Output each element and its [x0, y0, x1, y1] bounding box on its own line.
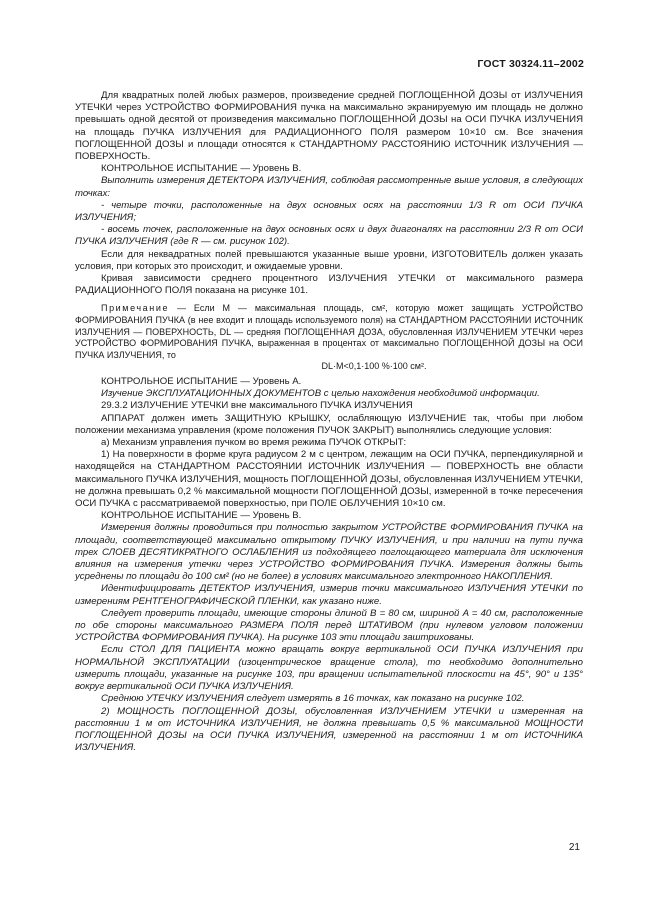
test-level-label: КОНТРОЛЬНОЕ ИСПЫТАНИЕ — Уровень А.	[101, 376, 302, 388]
paragraph: Измерения должны проводиться при полностью закрытом УСТРОЙСТВЕ ФОРМИРОВАНИЯ ПУЧКА на площади, соответствующей максимально открытому ПУЧКУ ИЗЛУЧЕНИЯ, и при наличии на пути пучка трех СЛОЕВ ДЕСЯТИКРАТНОГО ОСЛАБЛЕНИЯ из подходящего поглощающего материала для исключения влияния на измерения утечки через УСТРОЙСТВО ФОРМИРОВАНИЯ ПУЧКА. Измерения должны быть усреднены по площади до 100 см² (но не более) в условиях максимального электронного НАКОПЛЕНИЯ.	[75, 522, 583, 583]
paragraph: АППАРАТ должен иметь ЗАЩИТНУЮ КРЫШКУ, ослабляющую ИЗЛУЧЕНИЕ так, чтобы при любом положении механизма управления (кроме положения ПУЧОК ЗАКРЫТ) выполнялись следующие условия:	[75, 412, 583, 436]
note-text: — Если M — максимальная площадь, см², которую может защищать УСТРОЙСТВО ФОРМИРОВАНИЯ ПУЧКА (в нее входит и площадь используемого поля) на СТАНДАРТНОМ РАССТОЯНИИ ИСТОЧНИК ИЗЛУЧЕНИЯ — ПОВЕРХНОСТЬ, DL — средняя ПОГЛОЩЕННАЯ ДОЗА, обусловленная ИЗЛУЧЕНИЕМ УТЕЧКИ через УСТРОЙСТВО ФОРМИРОВАНИЯ ПУЧКА, выраженная в процентах от максимально ПОГЛОЩЕННОЙ ДОЗЫ на ОСИ ПУЧКА ИЗЛУЧЕНИЯ, то	[75, 303, 583, 360]
list-item: 1) На поверхности в форме круга радиусом 2 м с центром, лежащим на ОСИ ПУЧКА, перпендикулярной и находящейся на СТАНДАРТНОМ РАССТОЯНИИ ИСТОЧНИК ИЗЛУЧЕНИЯ — ПОВЕРХНОСТЬ вне области максимального ПУЧКА ИЗЛУЧЕНИЯ, мощность ПОГЛОЩЕННОЙ ДОЗЫ, обусловленная ИЗЛУЧЕНИЕМ УТЕЧКИ, не должна превышать 0,2 % максимальной мощности ПОГЛОЩЕННОЙ ДОЗЫ, измеренной в точке пересечения ОСИ ПУЧКА с рассматриваемой поверхностью, при ПОЛЕ ОБЛУЧЕНИЯ 10×10 см.	[75, 449, 583, 510]
list-item: а) Механизм управления пучком во время режима ПУЧОК ОТКРЫТ:	[101, 437, 407, 449]
paragraph: Кривая зависимости среднего процентного ИЗЛУЧЕНИЯ УТЕЧКИ от максимального размера РАДИАЦИОННОГО ПОЛЯ показана на рисунке 101.	[75, 273, 583, 297]
list-item: - четыре точки, расположенные на двух основных осях на расстоянии 1/3 R от ОСИ ПУЧКА ИЗЛУЧЕНИЯ;	[75, 199, 583, 224]
list-item: - восемь точек, расположенные на двух основных осях и двух диагоналях на расстоянии 2/3 R от ОСИ ПУЧКА ИЗЛУЧЕНИЯ (где R — см. рисунок 102).	[75, 224, 583, 248]
formula: DL·M<0,1·100 %·100 см².	[321, 361, 427, 372]
section-heading: 29.3.2 ИЗЛУЧЕНИЕ УТЕЧКИ вне максимального ПУЧКА ИЗЛУЧЕНИЯ	[101, 400, 413, 412]
paragraph: Для квадратных полей любых размеров, произведение средней ПОГЛОЩЕННОЙ ДОЗЫ от ИЗЛУЧЕНИЯ УТЕЧКИ через УСТРОЙСТВО ФОРМИРОВАНИЯ пучка на максимально экранируемую им площадь не должно превышать одной десятой от произведения максимально ПОГЛОЩЕННОЙ ДОЗЫ на ОСИ ПУЧКА ИЗЛУЧЕНИЯ на площадь ПУЧКА ИЗЛУЧЕНИЯ для РАДИАЦИОННОГО ПОЛЯ размером 10×10 см. Все значения ПОГЛОЩЕННОЙ ДОЗЫ и площади относятся к СТАНДАРТНОМУ РАССТОЯНИЮ ИСТОЧНИК ИЗЛУЧЕНИЯ — ПОВЕРХНОСТЬ.	[75, 90, 583, 163]
page-number: 21	[568, 842, 580, 853]
paragraph: Если для неквадратных полей превышаются указанные выше уровни, ИЗГОТОВИТЕЛЬ должен указать условия, при которых это происходит, и ожидаемые уровни.	[75, 248, 583, 272]
paragraph: Идентифицировать ДЕТЕКТОР ИЗЛУЧЕНИЯ, измерив точки максимального ИЗЛУЧЕНИЯ УТЕЧКИ по измерениям РЕНТГЕНОГРАФИЧЕСКОЙ ПЛЕНКИ, как указано ниже.	[75, 583, 583, 607]
paragraph: Если СТОЛ ДЛЯ ПАЦИЕНТА можно вращать вокруг вертикальной ОСИ ПУЧКА ИЗЛУЧЕНИЯ при НОРМАЛЬНОЙ ЭКСПЛУАТАЦИИ (изоцентрическое вращение стола), то необходимо дополнительно измерить площади, указанные на рисунке 103, при вращении испытательной плоскости на 45°, 90° и 135° вокруг вертикальной ОСИ ПУЧКА ИЗЛУЧЕНИЯ.	[75, 644, 583, 693]
paragraph: Среднюю УТЕЧКУ ИЗЛУЧЕНИЯ следует измерять в 16 точках, как показано на рисунке 102.	[101, 693, 525, 705]
page-body	[75, 90, 583, 754]
paragraph: Изучение ЭКСПЛУАТАЦИОННЫХ ДОКУМЕНТОВ с целью нахождения необходимой информации.	[101, 388, 540, 400]
list-item: 2) МОЩНОСТЬ ПОГЛОЩЕННОЙ ДОЗЫ, обусловленная ИЗЛУЧЕНИЕМ УТЕЧКИ и измеренная на расстоянии 1 м от ИСТОЧНИКА ИЗЛУЧЕНИЯ, не должна превышать 0,5 % максимальной МОЩНОСТИ ПОГЛОЩЕННОЙ ДОЗЫ на ОСИ ПУЧКА ИЗЛУЧЕНИЯ, измеренной на расстоянии 1 м от ИСТОЧНИКА ИЗЛУЧЕНИЯ.	[75, 705, 583, 754]
test-level-label: КОНТРОЛЬНОЕ ИСПЫТАНИЕ — Уровень В.	[101, 163, 302, 175]
test-level-label: КОНТРОЛЬНОЕ ИСПЫТАНИЕ — Уровень В.	[101, 510, 302, 522]
paragraph: Следует проверить площади, имеющие стороны длиной B = 80 см, шириной A = 40 см, расположенные по обе стороны максимального РАЗМЕРА ПОЛЯ перед ШТАТИВОМ (при нулевом угловом положении УСТРОЙСТВА ФОРМИРОВАНИЯ ПУЧКА). На рисунке 103 эти площади заштрихованы.	[75, 607, 583, 644]
paragraph: Выполнить измерения ДЕТЕКТОРА ИЗЛУЧЕНИЯ, соблюдая рассмотренные выше условия, в следующих точках:	[75, 175, 583, 199]
note-paragraph	[75, 303, 583, 361]
note-label: Примечание	[101, 303, 170, 314]
standard-header: ГОСТ 30324.11–2002	[477, 58, 584, 70]
